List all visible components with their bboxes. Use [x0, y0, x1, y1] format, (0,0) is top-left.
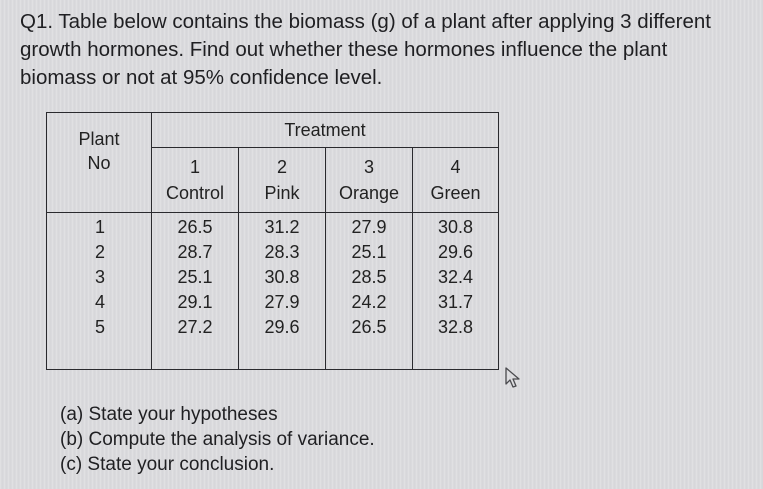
plant-number: 4 [95, 292, 106, 312]
question-line: biomass or not at 95% confidence level. [20, 66, 383, 89]
table-cell: 31.7 [437, 292, 474, 312]
question-parts [60, 402, 375, 477]
table-cell: 25.1 [351, 242, 387, 262]
question-part-a: (a) State your hypotheses [60, 404, 278, 425]
plant-number-header [47, 113, 152, 213]
column-header-orange [326, 148, 413, 213]
column-name: Orange [338, 183, 400, 203]
table-cell: 32.8 [437, 317, 474, 337]
question-line: growth hormones. Find out whether these hormones influence the plant [20, 38, 668, 61]
table-cell: 28.5 [351, 267, 387, 287]
column-number: 4 [450, 157, 461, 177]
table-cell: 28.3 [264, 242, 300, 262]
biomass-table-grid [47, 113, 498, 369]
treatment-header: Treatment [152, 113, 499, 148]
table-cell: 26.5 [177, 217, 213, 237]
pink-values [239, 213, 326, 370]
mouse-pointer-icon [503, 366, 523, 390]
plant-number-column [47, 213, 152, 370]
table-cell: 29.6 [437, 242, 474, 262]
column-header-pink [239, 148, 326, 213]
table-cell: 29.6 [264, 317, 300, 337]
table-cell: 27.9 [351, 217, 387, 237]
plant-number: 2 [95, 242, 106, 262]
column-header-control [152, 148, 239, 213]
question-part-c: (c) State your conclusion. [60, 454, 275, 475]
question-line: Q1. Table below contains the biomass (g) of a plant after applying 3 different [20, 10, 711, 33]
control-values [152, 213, 239, 370]
question-text [20, 8, 750, 92]
column-name: Pink [264, 183, 300, 203]
plant-header-line: Plant [78, 129, 120, 149]
question-part-b: (b) Compute the analysis of variance. [60, 429, 375, 450]
biomass-table [46, 112, 499, 370]
column-number: 1 [189, 157, 200, 177]
table-cell: 25.1 [177, 267, 213, 287]
table-cell: 30.8 [264, 267, 300, 287]
green-values [413, 213, 499, 370]
column-name: Green [430, 183, 481, 203]
table-cell: 29.1 [177, 292, 213, 312]
table-cell: 26.5 [351, 317, 387, 337]
plant-header-line: No [87, 153, 111, 173]
column-name: Control [165, 183, 225, 203]
plant-number: 5 [95, 317, 106, 337]
table-cell: 24.2 [351, 292, 387, 312]
plant-number: 3 [95, 267, 106, 287]
table-cell: 30.8 [437, 217, 474, 237]
table-cell: 31.2 [264, 217, 300, 237]
table-cell: 27.9 [264, 292, 300, 312]
orange-values [326, 213, 413, 370]
column-header-green [413, 148, 499, 213]
plant-number: 1 [95, 217, 106, 237]
column-number: 3 [363, 157, 374, 177]
column-number: 2 [276, 157, 287, 177]
table-cell: 28.7 [177, 242, 213, 262]
table-cell: 32.4 [437, 267, 474, 287]
table-cell: 27.2 [177, 317, 213, 337]
